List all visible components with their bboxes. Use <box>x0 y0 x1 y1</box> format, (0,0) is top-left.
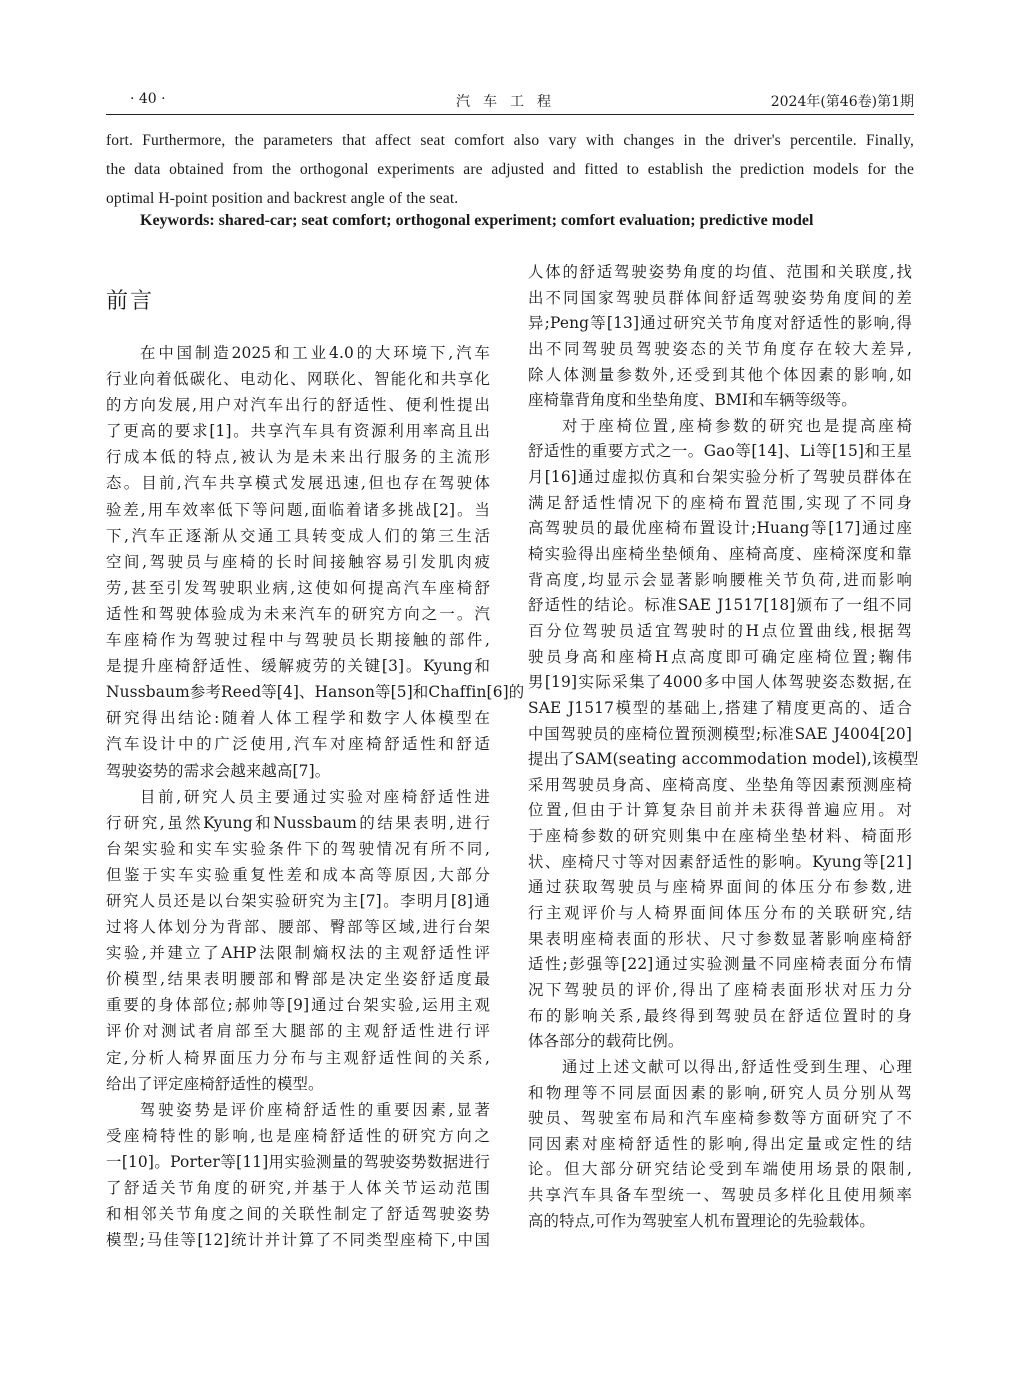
body-text-line: 通过获取驾驶员与座椅界面间的体压分布参数,进 <box>528 878 912 897</box>
body-text-line: 的方向发展,用户对汽车出行的舒适性、便利性提出 <box>106 396 490 415</box>
journal-title: 汽车工程 <box>456 94 564 110</box>
body-text-line: 椅实验得出座椅坐垫倾角、座椅高度、座椅深度和靠 <box>528 545 912 564</box>
body-text-line: 给出了评定座椅舒适性的模型。 <box>106 1074 324 1093</box>
body-text-line: 重要的身体部位;郝帅等[9]通过台架实验,运用主观 <box>106 996 490 1015</box>
body-text-line: 出不同驾驶员驾驶姿态的关节角度存在较大差异, <box>528 339 912 358</box>
abstract-line: the data obtained from the orthogonal experiments are adjusted and fitted to establish the prediction models for the <box>106 161 914 178</box>
body-text-line: 验差,用车效率低下等问题,面临着诸多挑战[2]。当 <box>106 500 490 519</box>
keywords: Keywords: shared-car; seat comfort; orthogonal experiment; comfort evaluation; predictive model <box>140 212 814 229</box>
page-number: · 40 · <box>130 91 166 107</box>
body-text-line: 异;Peng等[13]通过研究关节角度对舒适性的影响,得 <box>528 314 912 333</box>
body-text-line: 实验,并建立了AHP法限制熵权法的主观舒适性评 <box>106 944 490 963</box>
body-text-line: 受座椅特性的影响,也是座椅舒适性的研究方向之 <box>106 1126 490 1145</box>
body-text-line: 除人体测量参数外,还受到其他个体因素的影响,如 <box>528 365 912 384</box>
section-title: 前言 <box>106 289 155 314</box>
body-text-line: 高的特点,可作为驾驶室人机布置理论的先验载体。 <box>528 1211 875 1230</box>
body-text-line: 对于座椅位置,座椅参数的研究也是提高座椅 <box>562 416 912 435</box>
body-text-line: 百分位驾驶员适宜驾驶时的H点位置曲线,根据驾 <box>528 621 912 640</box>
body-text-line: 研究人员还是以台架实验研究为主[7]。李明月[8]通 <box>106 891 490 910</box>
body-text-line: 布的影响关系,最终得到驾驶员在舒适位置时的身 <box>528 1006 912 1025</box>
body-text-line: 舒适性的结论。标准SAE J1517[18]颁布了一组不同 <box>528 596 912 615</box>
body-text-line: 况下驾驶员的评价,得出了座椅表面形状对压力分 <box>528 980 912 999</box>
body-text-line: 下,汽车正逐渐从交通工具转变成人们的第三生活 <box>106 526 490 545</box>
body-text-line: 高驾驶员的最优座椅布置设计;Huang等[17]通过座 <box>528 519 912 538</box>
body-text-line: 采用驾驶员身高、座椅高度、坐垫角等因素预测座椅 <box>528 775 912 794</box>
body-text-line: 劳,甚至引发驾驶职业病,这使如何提高汽车座椅舒 <box>106 578 490 597</box>
body-text-line: 月[16]通过虚拟仿真和台架实验分析了驾驶员群体在 <box>528 468 912 487</box>
body-text-line: 座椅靠背角度和坐垫角度、BMI和车辆等级等。 <box>528 391 857 410</box>
body-text-line: 了更高的要求[1]。共享汽车具有资源利用率高且出 <box>106 422 490 441</box>
body-text-line: 舒适性的重要方式之一。Gao等[14]、Li等[15]和王星 <box>528 442 912 461</box>
page-header <box>106 88 914 115</box>
issue-info: 2024年(第46卷)第1期 <box>770 94 914 110</box>
body-text-line: 汽车设计中的广泛使用,汽车对座椅舒适性和舒适 <box>106 735 490 754</box>
body-text-line: 位置,但由于计算复杂目前并未获得普遍应用。对 <box>528 801 912 820</box>
body-text-line: 满足舒适性情况下的座椅布置范围,实现了不同身 <box>528 493 912 512</box>
body-text-line: 台架实验和实车实验条件下的驾驶情况有所不同, <box>106 839 490 858</box>
body-text-line: 同因素对座椅舒适性的影响,得出定量或定性的结 <box>528 1134 912 1153</box>
body-text-line: 适性;彭强等[22]通过实验测量不同座椅表面分布情 <box>528 955 912 974</box>
abstract-line: optimal H-point position and backrest angle of the seat. <box>106 190 459 207</box>
abstract-line: fort. Furthermore, the parameters that affect seat comfort also vary with changes in the driver's percentile. Finally, <box>106 132 914 149</box>
body-text-line: 提出了SAM(seating accommodation model),该模型 <box>528 750 919 769</box>
body-text-line: 在中国制造2025和工业4.0的大环境下,汽车 <box>140 344 490 362</box>
body-text-line: 过将人体划分为背部、腰部、臀部等区域,进行台架 <box>106 918 490 937</box>
body-text-line: 果表明座椅表面的形状、尺寸参数显著影响座椅舒 <box>528 929 912 948</box>
body-text-line: 于座椅参数的研究则集中在座椅坐垫材料、椅面形 <box>528 827 912 846</box>
body-text-line: 了舒适关节角度的研究,并基于人体关节运动范围 <box>106 1179 490 1197</box>
body-text-line: 背高度,均显示会显著影响腰椎关节负荷,进而影响 <box>528 570 912 589</box>
body-text-line: 但鉴于实车实验重复性差和成本高等原因,大部分 <box>106 865 490 884</box>
body-text-line: 状、座椅尺寸等对因素舒适性的影响。Kyung等[21] <box>528 852 912 871</box>
body-text-line: 空间,驾驶员与座椅的长时间接触容易引发肌肉疲 <box>106 552 490 571</box>
body-text-line: 出不同国家驾驶员群体间舒适驾驶姿势角度间的差 <box>528 288 912 307</box>
body-text-line: 驶员、驾驶室布局和汽车座椅参数等方面研究了不 <box>528 1109 912 1128</box>
body-text-line: 车座椅作为驾驶过程中与驾驶员长期接触的部件, <box>106 631 490 650</box>
abstract-tail <box>106 126 914 213</box>
body-text-line: 行成本低的特点,被认为是未来出行服务的主流形 <box>106 448 490 467</box>
body-text-line: 男[19]实际采集了4000多中国人体驾驶姿态数据,在 <box>528 673 912 692</box>
body-text-line: 一[10]。Porter等[11]用实验测量的驾驶姿势数据进行 <box>106 1152 490 1171</box>
left-column <box>106 340 525 1253</box>
body-text-line: 论。但大部分研究结论受到车端使用场景的限制, <box>528 1160 912 1179</box>
body-text-line: SAE J1517模型的基础上,搭建了精度更高的、适合 <box>528 698 912 717</box>
body-text-line: 驾驶姿势是评价座椅舒适性的重要因素,显著 <box>140 1100 490 1119</box>
body-text-line: 驶员身高和座椅H点高度即可确定座椅位置;鞠伟 <box>528 647 912 666</box>
body-text-line: 共享汽车具备车型统一、驾驶员多样化且使用频率 <box>528 1186 912 1205</box>
body-text-line: 定,分析人椅界面压力分布与主观舒适性间的关系, <box>106 1048 490 1067</box>
body-text-line: 行主观评价与人椅界面间体压分布的关联研究,结 <box>528 904 912 923</box>
body-text-line: 行业向着低碳化、电动化、网联化、智能化和共享化 <box>106 370 490 389</box>
body-text-line: 模型;马佳等[12]统计并计算了不同类型座椅下,中国 <box>106 1231 490 1250</box>
body-text-line: 人体的舒适驾驶姿势角度的均值、范围和关联度,找 <box>528 263 912 281</box>
body-text-line: 驾驶姿势的需求会越来越高[7]。 <box>106 761 331 780</box>
body-text-line: 体各部分的载荷比例。 <box>528 1032 684 1051</box>
body-text-line: 价模型,结果表明腰部和臀部是决定坐姿舒适度最 <box>106 970 490 989</box>
body-text-line: 态。目前,汽车共享模式发展迅速,但也存在驾驶体 <box>106 474 490 493</box>
body-text-line: 目前,研究人员主要通过实验对座椅舒适性进 <box>140 787 490 806</box>
body-text-line: 通过上述文献可以得出,舒适性受到生理、心理 <box>562 1057 912 1076</box>
body-text-line: 行研究,虽然Kyung和Nussbaum的结果表明,进行 <box>106 813 490 832</box>
body-text-line: 评价对测试者肩部至大腿部的主观舒适性进行评 <box>106 1022 490 1041</box>
body-text-line: 和相邻关节角度之间的关联性制定了舒适驾驶姿势 <box>106 1205 490 1224</box>
body-text-line: 和物理等不同层面因素的影响,研究人员分别从驾 <box>528 1083 912 1102</box>
body-text-line: Nussbaum参考Reed等[4]、Hanson等[5]和Chaffin[6]的 <box>106 683 525 702</box>
body-text-line: 适性和驾驶体验成为未来汽车的研究方向之一。汽 <box>106 604 490 623</box>
body-text-line: 中国驾驶员的座椅位置预测模型;标准SAE J4004[20] <box>528 724 912 743</box>
right-column <box>528 260 919 1234</box>
body-text-line: 是提升座椅舒适性、缓解疲劳的关键[3]。Kyung和 <box>106 657 490 676</box>
body-text-line: 研究得出结论:随着人体工程学和数字人体模型在 <box>106 709 490 728</box>
